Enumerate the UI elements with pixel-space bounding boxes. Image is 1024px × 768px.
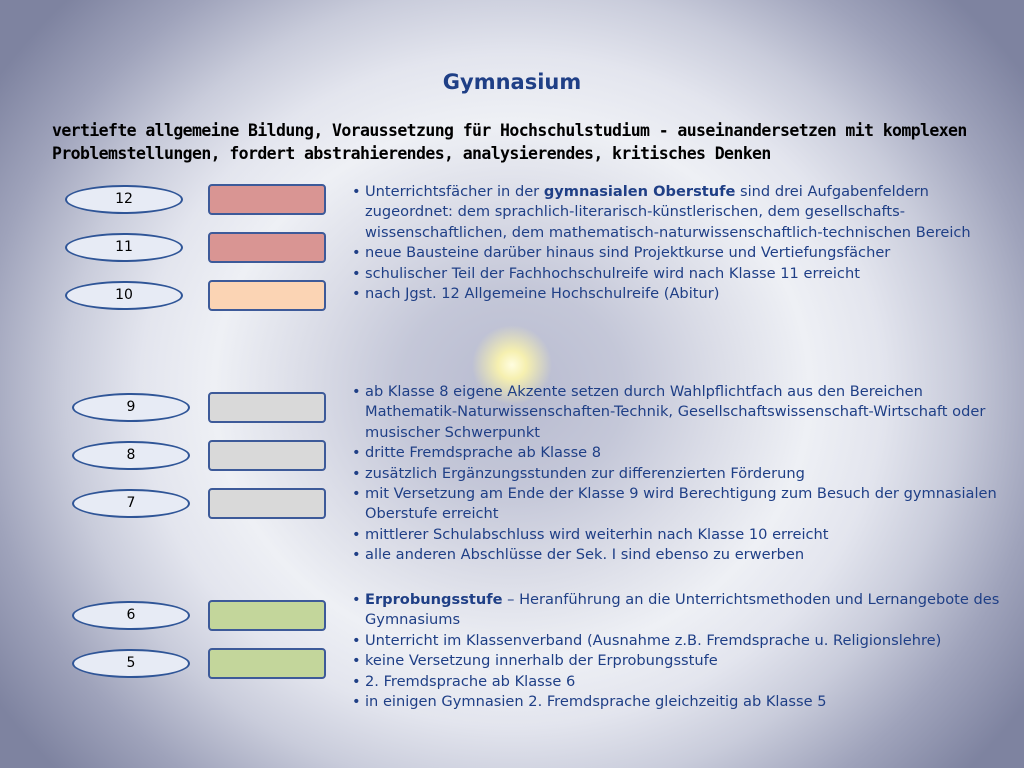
bullet-item: • neue Bausteine darüber hinaus sind Projektkurse und Vertiefungsfächer: [352, 243, 1002, 263]
grade-box-10: [208, 280, 326, 311]
grade-oval-6: 6: [72, 601, 190, 630]
bullet-item: • 2. Fremdsprache ab Klasse 6: [352, 672, 1002, 692]
grade-oval-12: 12: [65, 185, 183, 214]
grade-box-8: [208, 440, 326, 471]
bullet-item: • Unterricht im Klassenverband (Ausnahme z.B. Fremdsprache u. Religionslehre): [352, 631, 1002, 651]
bullet-item: • zusätzlich Ergänzungsstunden zur differenzierten Förderung: [352, 464, 1002, 484]
bullet-item: • dritte Fremdsprache ab Klasse 8: [352, 443, 1002, 463]
grade-box-12: [208, 184, 326, 215]
bullet-item: • Unterrichtsfächer in der gymnasialen Oberstufe sind drei Aufgabenfeldern zugeordnet: dem sprachlich-literarisch-künstlerischen, dem gesellschafts-wissenschaftlichen, dem mathematisch-naturwissenschaftlich-technischen Bereich: [352, 182, 1002, 243]
grade-oval-8: 8: [72, 441, 190, 470]
bullet-item: • ab Klasse 8 eigene Akzente setzen durch Wahlpflichtfach aus den Bereichen Mathematik-Naturwissenschaften-Technik, Gesellschaftswissenschaft-Wirtschaft oder musischer Schwerpunkt: [352, 382, 1002, 443]
grade-box-5: [208, 648, 326, 679]
grade-box-11: [208, 232, 326, 263]
grade-oval-10: 10: [65, 281, 183, 310]
erprobungsstufe-bullets: [352, 590, 1002, 712]
bullet-item: • alle anderen Abschlüsse der Sek. I sind ebenso zu erwerben: [352, 545, 1002, 565]
oberstufe-bullets: [352, 182, 1002, 304]
page-title: Gymnasium: [442, 70, 582, 94]
grade-box-7: [208, 488, 326, 519]
bullet-item: • Erprobungsstufe – Heranführung an die Unterrichtsmethoden und Lernangebote des Gymnasiums: [352, 590, 1002, 631]
subtitle: vertiefte allgemeine Bildung, Voraussetzung für Hochschulstudium - auseinandersetzen mit komplexen Problemstellungen, fordert abstrahierendes, analysierendes, kritisches Denken: [52, 121, 967, 163]
grade-oval-5: 5: [72, 649, 190, 678]
grade-box-9: [208, 392, 326, 423]
bullet-item: • in einigen Gymnasien 2. Fremdsprache gleichzeitig ab Klasse 5: [352, 692, 1002, 712]
grade-oval-11: 11: [65, 233, 183, 262]
bullet-item: • mittlerer Schulabschluss wird weiterhin nach Klasse 10 erreicht: [352, 525, 1002, 545]
bullet-item: • nach Jgst. 12 Allgemeine Hochschulreife (Abitur): [352, 284, 1002, 304]
bullet-item: • keine Versetzung innerhalb der Erprobungsstufe: [352, 651, 1002, 671]
bullet-item: • mit Versetzung am Ende der Klasse 9 wird Berechtigung zum Besuch der gymnasialen Oberstufe erreicht: [352, 484, 1002, 525]
grade-box-6: [208, 600, 326, 631]
grade-oval-7: 7: [72, 489, 190, 518]
grade-oval-9: 9: [72, 393, 190, 422]
bullet-item: • schulischer Teil der Fachhochschulreife wird nach Klasse 11 erreicht: [352, 264, 1002, 284]
mittelstufe-bullets: [352, 382, 1002, 566]
